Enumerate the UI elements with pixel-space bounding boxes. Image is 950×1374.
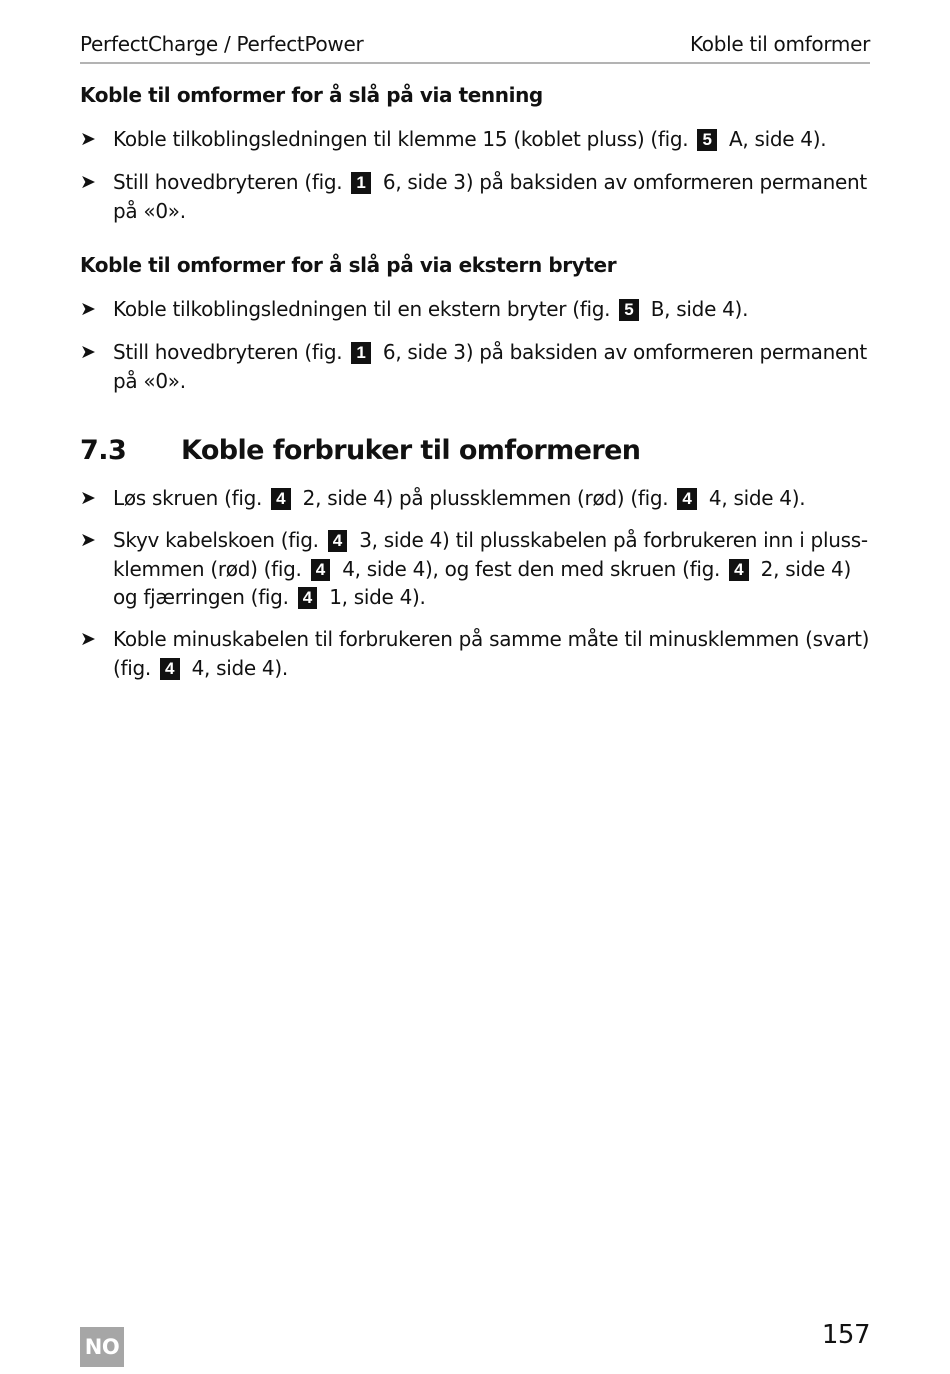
page-header [80,32,870,64]
figure-reference-badge: 4 [729,559,748,581]
step-item [80,125,870,154]
figure-reference-badge: 5 [619,299,638,321]
arrow-bullet-icon: ➤ [80,341,96,363]
header-chapter-title: Koble til omformer [689,32,870,56]
language-badge: NO [80,1327,124,1367]
step-text: Skyv kabelskoen (fig. 4 3, side 4) til plusskabelen på forbrukeren inn i pluss-klemmen (rød) (fig. 4 4, side 4), og fest den med skruen (fig. 4 2, side 4) og fjærringen (fig. 4 1, side 4). [113,528,868,609]
figure-reference-badge: 4 [298,587,317,609]
figure-reference-badge: 4 [160,658,179,680]
subheading-external-switch: Koble til omformer for å slå på via ekstern bryter [80,253,617,277]
arrow-bullet-icon: ➤ [80,628,96,650]
section-number: 7.3 [80,435,127,466]
step-text: Still hovedbryteren (fig. 1 6, side 3) på baksiden av omformeren permanent på «0». [113,170,867,223]
step-item [80,338,870,395]
step-item [80,526,870,612]
arrow-bullet-icon: ➤ [80,487,96,509]
subheading-ignition: Koble til omformer for å slå på via tenning [80,83,543,107]
step-item [80,168,870,225]
arrow-bullet-icon: ➤ [80,128,96,150]
arrow-bullet-icon: ➤ [80,298,96,320]
figure-reference-badge: 5 [697,129,716,151]
step-text: Koble minuskabelen til forbrukeren på samme måte til minusklemmen (svart) (fig. 4 4, side 4). [113,627,870,680]
step-item [80,625,870,682]
figure-reference-badge: 4 [311,559,330,581]
figure-reference-badge: 4 [271,488,290,510]
step-text: Koble tilkoblingsledningen til klemme 15 (koblet pluss) (fig. 5 A, side 4). [113,127,827,151]
arrow-bullet-icon: ➤ [80,171,96,193]
figure-reference-badge: 4 [677,488,696,510]
step-text: Still hovedbryteren (fig. 1 6, side 3) på baksiden av omformeren permanent på «0». [113,340,867,393]
figure-reference-badge: 4 [328,530,347,552]
step-text: Løs skruen (fig. 4 2, side 4) på plussklemmen (rød) (fig. 4 4, side 4). [113,486,806,510]
step-item [80,484,870,513]
step-item [80,295,870,324]
arrow-bullet-icon: ➤ [80,529,96,551]
header-product-name: PerfectCharge / PerfectPower [80,32,364,56]
step-text: Koble tilkoblingsledningen til en ekstern bryter (fig. 5 B, side 4). [113,297,749,321]
section-title: Koble forbruker til omformeren [181,435,641,466]
page-number: 157 [821,1320,870,1350]
figure-reference-badge: 1 [351,172,370,194]
figure-reference-badge: 1 [351,342,370,364]
